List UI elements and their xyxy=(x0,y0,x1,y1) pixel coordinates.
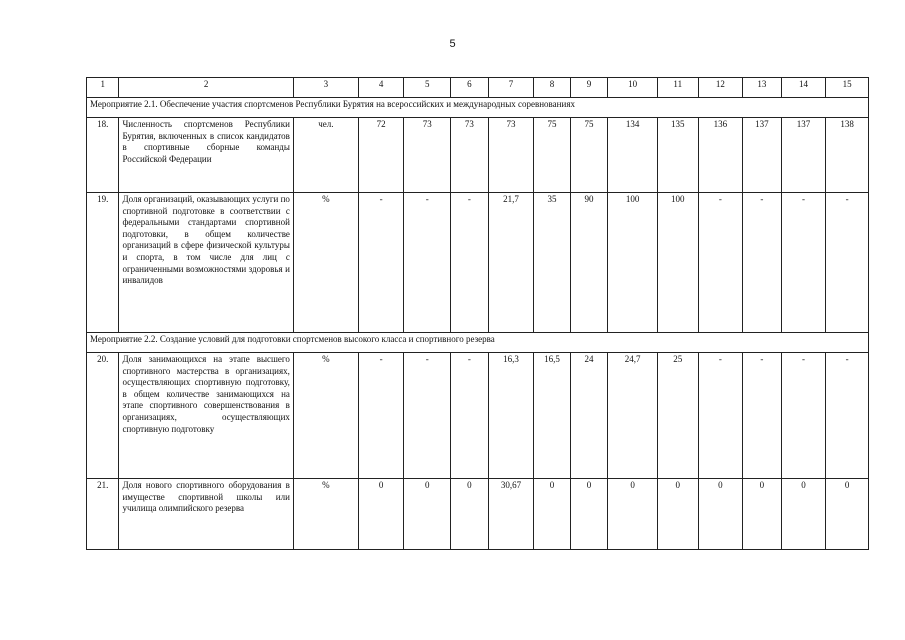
value-cell: 137 xyxy=(781,118,826,193)
value-cell: 73 xyxy=(451,118,489,193)
value-cell: 100 xyxy=(657,193,698,333)
value-cell: - xyxy=(451,353,489,479)
table-row xyxy=(87,193,869,333)
value-cell: - xyxy=(698,193,743,333)
header-cell: 6 xyxy=(451,78,489,98)
section-title: Мероприятие 2.1. Обеспечение участия спортсменов Республики Бурятия на всероссийских и международных соревнованиях xyxy=(87,98,869,118)
row-number: 21. xyxy=(87,479,119,550)
value-cell: - xyxy=(358,353,404,479)
indicator-description: Доля нового спортивного оборудования в имуществе спортивной школы или училища олимпийского резерва xyxy=(119,479,293,550)
unit-cell: % xyxy=(293,193,358,333)
value-cell: - xyxy=(404,193,451,333)
value-cell: 0 xyxy=(781,479,826,550)
value-cell: 0 xyxy=(743,479,782,550)
value-cell: 135 xyxy=(657,118,698,193)
section-row xyxy=(87,333,869,353)
value-cell: 16,5 xyxy=(534,353,571,479)
unit-cell: % xyxy=(293,479,358,550)
header-cell: 1 xyxy=(87,78,119,98)
value-cell: 0 xyxy=(698,479,743,550)
value-cell: 134 xyxy=(608,118,658,193)
value-cell: 0 xyxy=(358,479,404,550)
value-cell: - xyxy=(698,353,743,479)
value-cell: - xyxy=(451,193,489,333)
header-cell: 2 xyxy=(119,78,293,98)
value-cell: 73 xyxy=(404,118,451,193)
value-cell: 0 xyxy=(657,479,698,550)
table-row xyxy=(87,118,869,193)
header-cell: 8 xyxy=(534,78,571,98)
value-cell: 72 xyxy=(358,118,404,193)
value-cell: 75 xyxy=(534,118,571,193)
section-title: Мероприятие 2.2. Создание условий для подготовки спортсменов высокого класса и спортивного резерва xyxy=(87,333,869,353)
value-cell: 24,7 xyxy=(608,353,658,479)
row-number: 20. xyxy=(87,353,119,479)
header-cell: 13 xyxy=(743,78,782,98)
page-number: 5 xyxy=(449,38,456,50)
section-row xyxy=(87,98,869,118)
unit-cell: чел. xyxy=(293,118,358,193)
value-cell: - xyxy=(826,353,869,479)
table-row xyxy=(87,479,869,550)
value-cell: 25 xyxy=(657,353,698,479)
value-cell: 0 xyxy=(826,479,869,550)
value-cell: 0 xyxy=(404,479,451,550)
header-cell: 3 xyxy=(293,78,358,98)
value-cell: 0 xyxy=(451,479,489,550)
value-cell: 16,3 xyxy=(488,353,534,479)
value-cell: - xyxy=(404,353,451,479)
value-cell: - xyxy=(781,353,826,479)
header-cell: 15 xyxy=(826,78,869,98)
table-row xyxy=(87,353,869,479)
value-cell: 0 xyxy=(534,479,571,550)
header-cell: 14 xyxy=(781,78,826,98)
value-cell: 137 xyxy=(743,118,782,193)
indicator-description: Доля организаций, оказывающих услуги по спортивной подготовке в соответствии с федеральными стандартами спортивной подготовки, в общем количестве организаций в сфере физической культуры и спорта, в том числе для лиц с ограниченными возможностями здоровья и инвалидов xyxy=(119,193,293,333)
header-cell: 10 xyxy=(608,78,658,98)
value-cell: 21,7 xyxy=(488,193,534,333)
value-cell: - xyxy=(743,353,782,479)
value-cell: 138 xyxy=(826,118,869,193)
value-cell: - xyxy=(743,193,782,333)
value-cell: - xyxy=(781,193,826,333)
indicators-table xyxy=(86,77,869,550)
value-cell: 75 xyxy=(570,118,608,193)
value-cell: - xyxy=(826,193,869,333)
header-cell: 5 xyxy=(404,78,451,98)
value-cell: 0 xyxy=(608,479,658,550)
row-number: 19. xyxy=(87,193,119,333)
value-cell: 73 xyxy=(488,118,534,193)
value-cell: 100 xyxy=(608,193,658,333)
unit-cell: % xyxy=(293,353,358,479)
value-cell: 136 xyxy=(698,118,743,193)
value-cell: 0 xyxy=(570,479,608,550)
header-cell: 12 xyxy=(698,78,743,98)
indicator-description: Численность спортсменов Республики Бурятия, включенных в список кандидатов в спортивные сборные команды Российской Федерации xyxy=(119,118,293,193)
value-cell: - xyxy=(358,193,404,333)
row-number: 18. xyxy=(87,118,119,193)
header-cell: 9 xyxy=(570,78,608,98)
value-cell: 90 xyxy=(570,193,608,333)
header-cell: 11 xyxy=(657,78,698,98)
header-cell: 7 xyxy=(488,78,534,98)
header-row xyxy=(87,78,869,98)
indicator-description: Доля занимающихся на этапе высшего спортивного мастерства в организациях, осуществляющих спортивную подготовку, в общем количестве занимающихся на этапе спортивного совершенствования в организациях, осуществляющих спортивную подготовку xyxy=(119,353,293,479)
value-cell: 24 xyxy=(570,353,608,479)
header-cell: 4 xyxy=(358,78,404,98)
value-cell: 30,67 xyxy=(488,479,534,550)
value-cell: 35 xyxy=(534,193,571,333)
